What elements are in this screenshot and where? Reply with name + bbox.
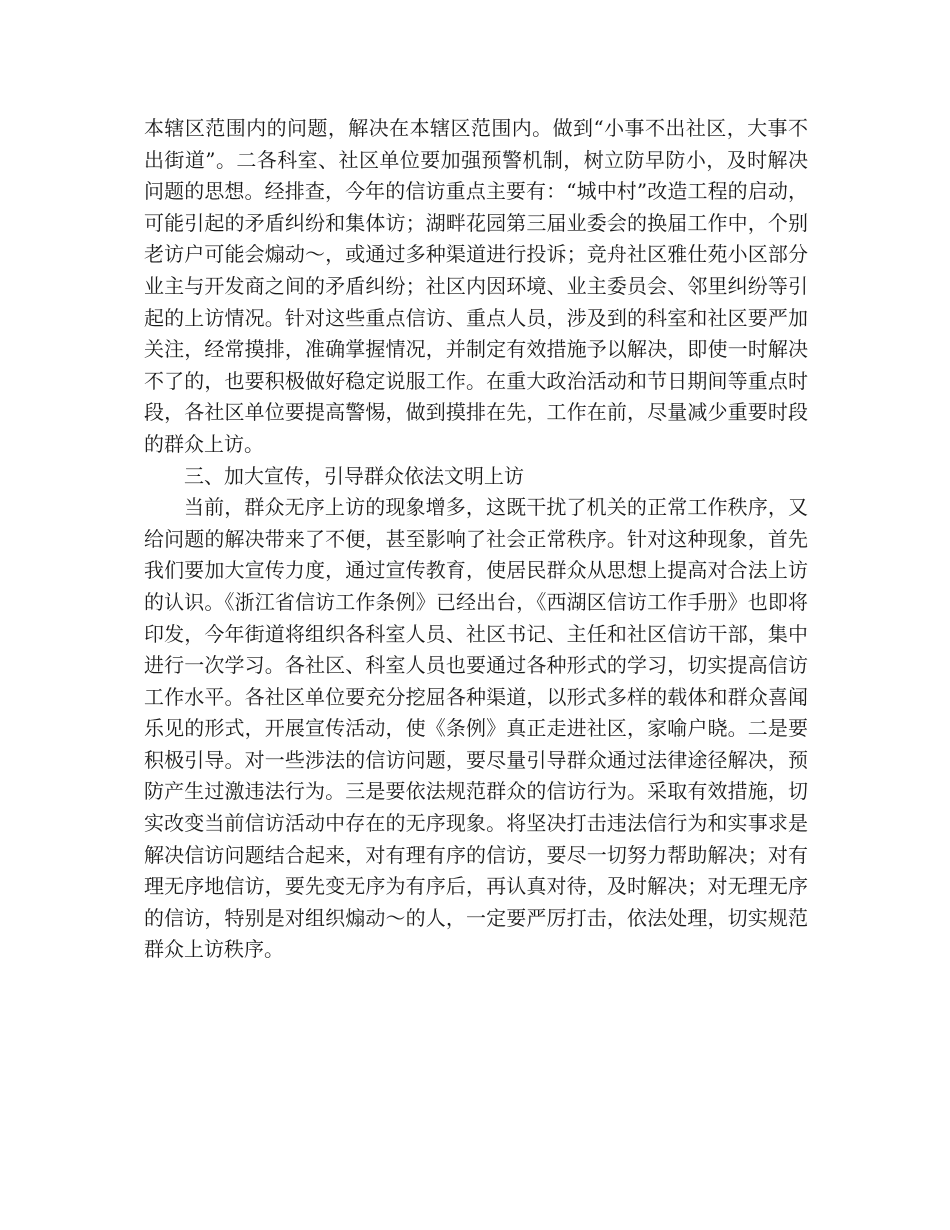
- paragraph-body: 当前，群众无序上访的现象增多，这既干扰了机关的正常工作秩序，又给问题的解决带来了不便，甚至影响了社会正常秩序。针对这种现象，首先我们要加大宣传力度，通过宣传教育，使居民群众从思想上提高对合法上访的认识。《浙江省信访工作条例》已经出台，《西湖区信访工作手册》也即将印发，今年街道将组织各科室人员、社区书记、主任和社区信访干部，集中进行一次学习。各社区、科室人员也要通过各种形式的学习，切实提高信访工作水平。各社区单位要充分挖屈各种渠道，以形式多样的载体和群众喜闻乐见的形式，开展宣传活动，使《条例》真正走进社区，家喻户晓。二是要积极引导。对一些涉法的信访问题，要尽量引导群众通过法律途径解决，预防产生过激违法行为。三是要依法规范群众的信访行为。采取有效措施，切实改变当前信访活动中存在的无序现象。将坚决打击违法信行为和实事求是解决信访问题结合起来，对有理有序的信访，要尽一切努力帮助解决；对有理无序地信访，要先变无序为有序后，再认真对待，及时解决；对无理无序的信访，特别是对组织煽动～的人，一定要严厉打击，依法处理，切实规范群众上访秩序。: [144, 495, 808, 962]
- document-body: [144, 113, 808, 966]
- paragraph-continuation: 本辖区范围内的问题，解决在本辖区范围内。做到“小事不出社区，大事不出街道”。二各科室、社区单位要加强预警机制，树立防早防小，及时解决问题的思想。经排查，今年的信访重点主要有：“城中村”改造工程的启动，可能引起的矛盾纠纷和集体访；湖畔花园第三届业委会的换届工作中，个别老访户可能会煽动～，或通过多种渠道进行投诉；竞舟社区雅仕苑小区部分业主与开发商之间的矛盾纠纷；社区内因环境、业主委员会、邻里纠纷等引起的上访情况。针对这些重点信访、重点人员，涉及到的科室和社区要严加关注，经常摸排，准确掌握情况，并制定有效措施予以解决，即使一时解决不了的，也要积极做好稳定说服工作。在重大政治活动和节日期间等重点时段，各社区单位要提高警惕，做到摸排在先，工作在前，尽量减少重要时段的群众上访。: [144, 116, 808, 456]
- section-heading: 三、加大宣传，引导群众依法文明上访: [184, 463, 524, 488]
